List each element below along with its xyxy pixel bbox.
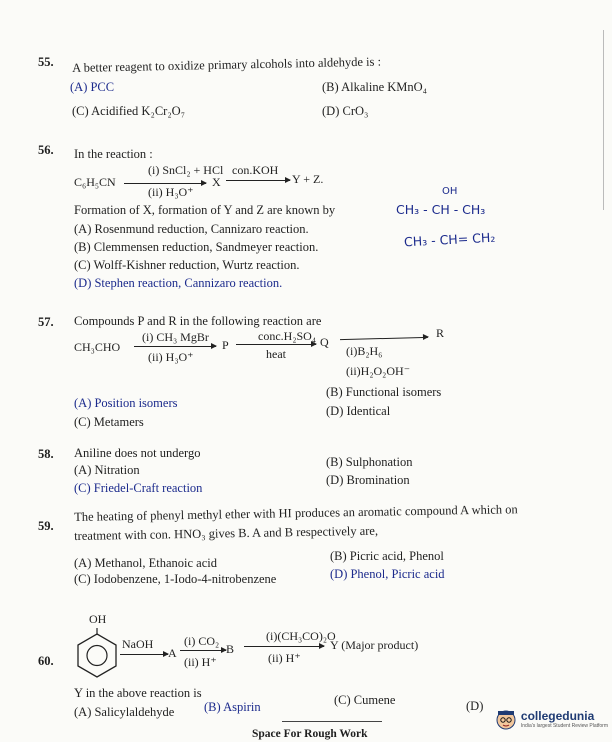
phenol-ring-icon	[74, 628, 120, 678]
option-a[interactable]: (A) Rosenmund reduction, Cannizaro reaction.	[74, 222, 309, 236]
option-b[interactable]: (B) Alkaline KMnO₄	[322, 80, 428, 94]
option-b[interactable]: (B) Aspirin	[204, 700, 261, 714]
option-c[interactable]: (C) Cumene	[334, 693, 396, 707]
option-d[interactable]: (D) Bromination	[326, 473, 410, 487]
reaction-arrow	[134, 346, 216, 347]
reagent-a: (i)B₂H₆	[346, 344, 383, 358]
product-r: R	[436, 326, 445, 340]
option-b[interactable]: (B) Clemmensen reduction, Sandmeyer reaction.	[74, 240, 319, 254]
reagent-top: (i) CO₂	[184, 634, 220, 648]
question-number: 55.	[38, 55, 54, 69]
question-number: 59.	[38, 519, 54, 533]
reagent-top: conc.H₂SO₄	[258, 329, 317, 343]
question-intro: In the reaction :	[74, 147, 153, 161]
question-text: treatment with con. HNO₃ gives B. A and B respectively are,	[74, 523, 379, 543]
collegedunia-logo	[495, 708, 608, 730]
option-a[interactable]: (A) Nitration	[74, 463, 140, 477]
reaction-arrow	[180, 650, 226, 651]
product-p: P	[222, 338, 229, 352]
reaction-arrow	[120, 654, 168, 655]
reagent-top: (i) CH₃ MgBr	[142, 330, 209, 344]
option-d[interactable]: (D) Identical	[326, 404, 391, 418]
option-a[interactable]: (A) Position isomers	[74, 396, 178, 410]
divider	[282, 721, 382, 722]
question-number: 57.	[38, 315, 54, 329]
logo-tagline: India's largest Student Review Platform	[520, 723, 608, 729]
option-a[interactable]: (A) Salicylaldehyde	[74, 705, 175, 719]
question-text: Compounds P and R in the following reaction are	[74, 314, 322, 328]
products: Y + Z.	[292, 172, 324, 186]
option-d[interactable]: (D)	[466, 699, 484, 713]
handwritten-note: CH₃ - CH= CH₂	[403, 229, 496, 250]
option-c[interactable]: (C) Wolff-Kishner reduction, Wurtz reaction.	[74, 258, 300, 272]
product-q: Q	[320, 335, 329, 349]
option-b[interactable]: (B) Sulphonation	[326, 455, 413, 469]
question-number: 60.	[38, 654, 54, 668]
option-a[interactable]: (A) PCC	[70, 80, 115, 94]
handwritten-note: OH	[442, 186, 458, 197]
hydroxyl-label: OH	[89, 612, 107, 626]
option-d[interactable]: (D) Phenol, Picric acid	[330, 567, 445, 581]
option-d[interactable]: (D) Stephen reaction, Cannizaro reaction.	[74, 276, 283, 290]
option-c[interactable]: (C) Iodobenzene, 1-Iodo-4-nitrobenzene	[74, 572, 277, 586]
reagent-top: con.KOH	[232, 163, 279, 177]
reagent-bottom: (ii) H⁺	[184, 655, 217, 669]
page-edge	[603, 30, 604, 210]
reactant: C₆H₅CN	[74, 175, 116, 189]
question-number: 58.	[38, 447, 54, 461]
question-number: 56.	[38, 143, 54, 157]
question-text: Formation of X, formation of Y and Z are known by	[74, 203, 336, 217]
reaction-arrow	[236, 344, 316, 345]
reagent-b: (ii)H₂O₂OH⁻	[346, 364, 411, 378]
rough-work-label: Space For Rough Work	[252, 728, 368, 740]
product-x: X	[212, 175, 221, 189]
option-d[interactable]: (D) CrO₃	[322, 104, 369, 118]
option-a[interactable]: (A) Methanol, Ethanoic acid	[74, 556, 218, 570]
reagent-bottom: (ii) H₃O⁺	[148, 185, 194, 199]
option-c[interactable]: (C) Metamers	[74, 415, 144, 429]
handwritten-note: CH₃ - CH - CH₃	[396, 202, 486, 217]
product-a: A	[168, 646, 177, 660]
option-b[interactable]: (B) Functional isomers	[326, 385, 442, 399]
reaction-arrow	[124, 183, 206, 184]
option-b[interactable]: (B) Picric acid, Phenol	[330, 549, 444, 563]
reagent-bottom: (ii) H₃O⁺	[148, 350, 194, 364]
option-c[interactable]: (C) Friedel-Craft reaction	[74, 481, 203, 495]
question-text: A better reagent to oxidize primary alcohols into aldehyde is :	[72, 54, 382, 75]
option-c[interactable]: (C) Acidified K₂Cr₂O₇	[72, 104, 186, 118]
reaction-arrow	[226, 180, 290, 181]
logo-name: collegedunia	[520, 709, 595, 723]
question-text: Aniline does not undergo	[74, 446, 201, 460]
reactant: CH₃CHO	[74, 340, 121, 354]
reaction-arrow	[340, 337, 428, 340]
reagent-top: (i)(CH₃CO)₂O	[266, 629, 336, 643]
question-text: The heating of phenyl methyl ether with HI produces an aromatic compound A which on	[74, 502, 518, 524]
reagent-bottom: (ii) H⁺	[268, 651, 301, 665]
product-b: B	[226, 642, 235, 656]
reagent-top: NaOH	[122, 637, 154, 651]
question-text: Y in the above reaction is	[74, 686, 202, 700]
reaction-arrow	[244, 646, 324, 647]
reagent-top: (i) SnCl₂ + HCl	[148, 163, 224, 177]
reagent-bottom: heat	[266, 347, 286, 361]
mascot-icon	[495, 708, 517, 730]
product-y: Y (Major product)	[330, 638, 419, 652]
